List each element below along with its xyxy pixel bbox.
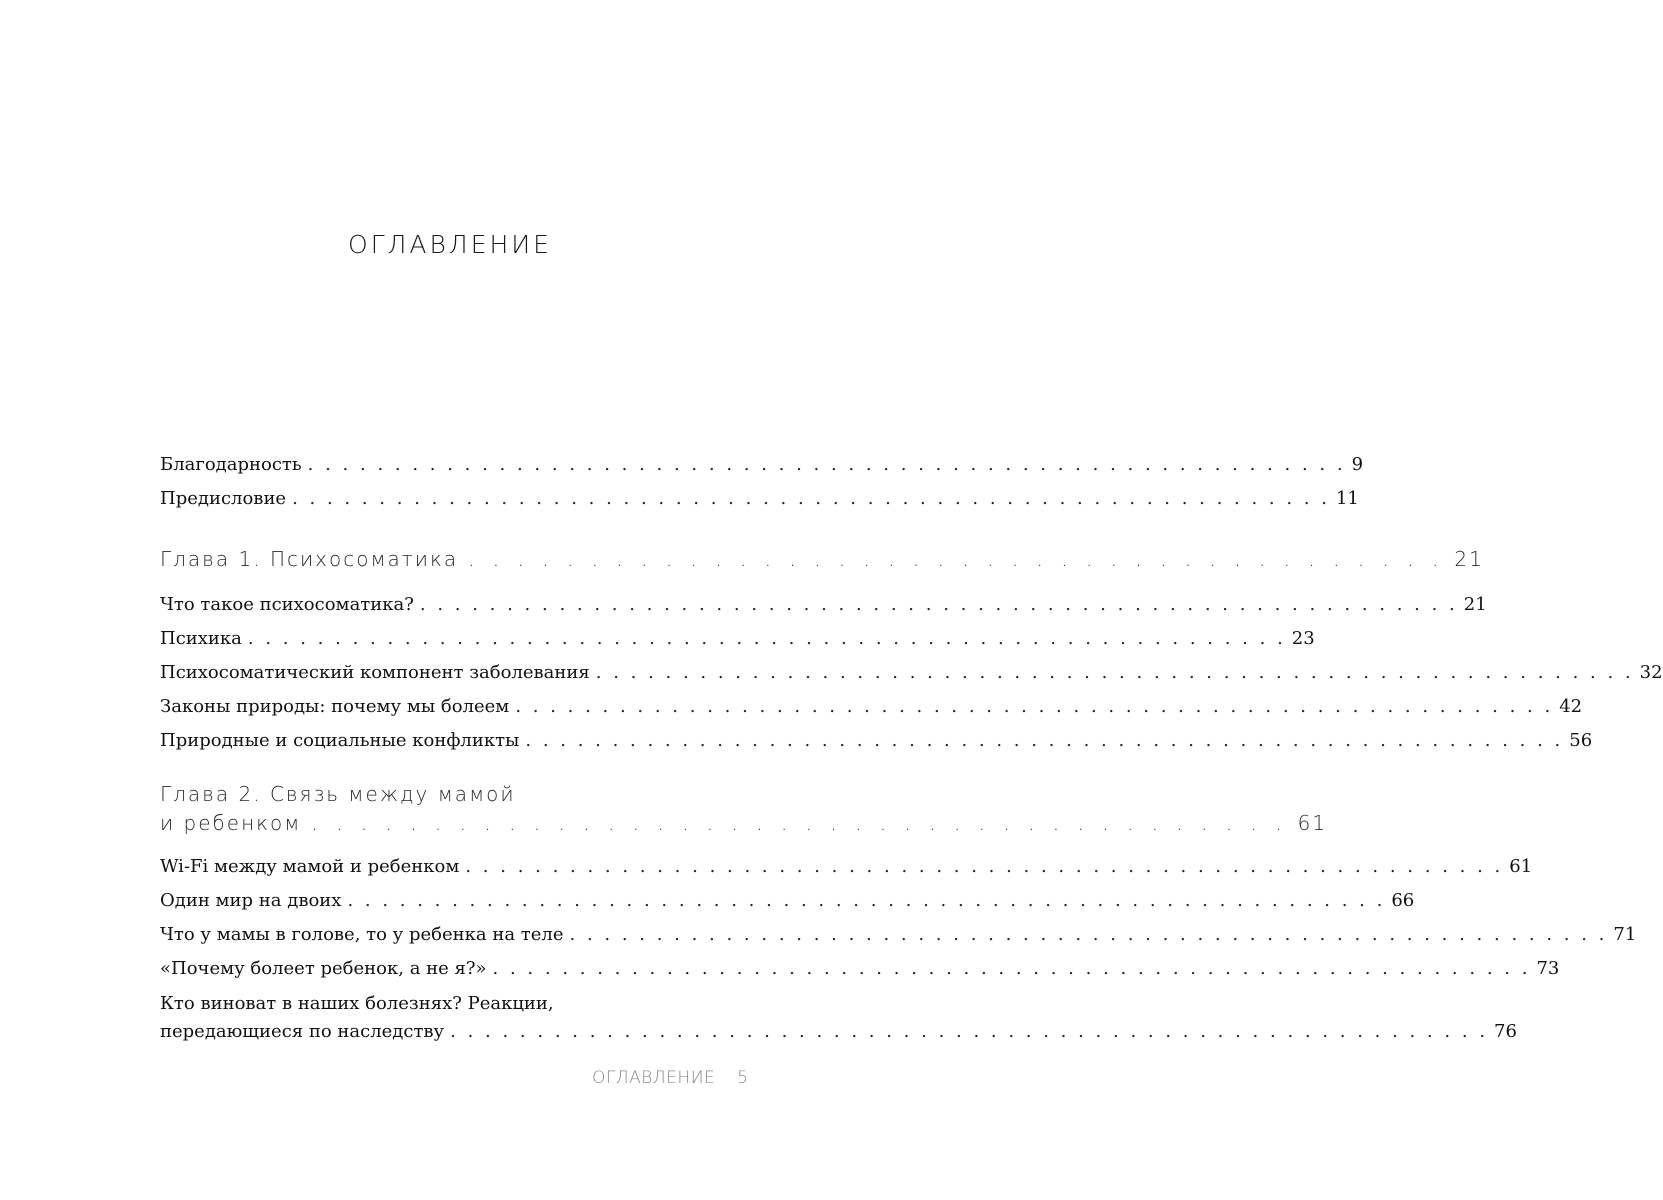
toc-entry-title: Wi-Fi между мамой и ребенком <box>160 856 460 877</box>
toc-entry <box>160 656 1663 690</box>
toc-entry-line2-row <box>160 1018 1517 1046</box>
running-title: ОГЛАВЛЕНИЕ <box>592 1068 716 1088</box>
toc-entry-page: 11 <box>1335 488 1359 509</box>
toc-entry-page: 76 <box>1494 1021 1517 1042</box>
toc-entry-title: Один мир на двоих <box>160 890 342 911</box>
toc-entry-page: 73 <box>1536 958 1560 979</box>
toc-entry <box>160 884 1415 918</box>
dot-leader: . . . . . . . . . . . . . . . . . . . . . . . . . . . . . . . . . . . . . . . . . . . . . . . . . . . . . . . . . . . . <box>492 958 1531 979</box>
toc-entry-page: 32 <box>1639 662 1663 683</box>
chapter-title-line2-row <box>160 808 1328 838</box>
dot-leader: . . . . . . . . . . . . . . . . . . . . . . . . . . . . . . . . . . . . . . . . . . . . . . . . . . . . . . . . . . . . <box>525 730 1564 751</box>
chapter-heading-1 <box>160 542 1484 576</box>
toc-entry <box>160 850 1533 884</box>
toc-entry-page: 9 <box>1351 454 1364 475</box>
toc-entry-title: Благодарность <box>160 454 302 475</box>
toc-entry-title: «Почему болеет ребенок, а не я?» <box>160 958 487 979</box>
dot-leader: . . . . . . . . . . . . . . . . . . . . . . . . . . . . . . . . . . . . . . . . . . . . . . . . . . . . . . . . . . . . <box>247 628 1286 649</box>
toc-entry-page: 23 <box>1291 628 1315 649</box>
toc-entry <box>160 724 1593 758</box>
toc-entry-page: 56 <box>1569 730 1593 751</box>
toc-entry-acknowledgements <box>160 448 1364 482</box>
toc-entry-page: 66 <box>1391 890 1415 911</box>
toc-entry-page: 21 <box>1463 594 1487 615</box>
dot-leader: . . . . . . . . . . . . . . . . . . . . . . . . . . . . . . . . . . . . . . . . . . . . . . . . . . . . . . . . . . . . <box>450 1021 1489 1042</box>
chapter-title-line1: Глава 2. Связь между мамой <box>160 782 516 806</box>
chapter-page: 61 <box>1297 811 1328 835</box>
dot-leader: . . . . . . . . . . . . . . . . . . . . . . . . . . . . . . . . . . . . . . . . . . . . . . . . . . . . . . . . . . . . <box>307 454 1346 475</box>
toc-entry-title-line1: Кто виноват в наших болезнях? Реакции, <box>160 993 554 1014</box>
toc-entry-title: Что такое психосоматика? <box>160 594 414 615</box>
toc-entry-multiline <box>160 990 1517 1046</box>
dot-leader: . . . . . . . . . . . . . . . . . . . . . . . . . . . . . . . . . . . . . . . . . . . . . . . . . . . . . . . . . . . . <box>292 488 1330 509</box>
toc-entry <box>160 588 1487 622</box>
chapter-heading-2 <box>160 780 1328 838</box>
toc-entry-title: Природные и социальные конфликты <box>160 730 520 751</box>
toc-entry-title: Психосоматический компонент заболевания <box>160 662 590 683</box>
table-of-contents <box>160 448 1663 1046</box>
dot-leader: . . . . . . . . . . . . . . . . . . . . . . . . . . . . . . . . . . . . . . . . . . . . . . . . . . . . . . . . . . . . <box>569 924 1608 945</box>
toc-entry-title: Законы природы: почему мы болеем <box>160 696 510 717</box>
toc-entry <box>160 918 1637 952</box>
toc-entry-preface <box>160 482 1359 516</box>
dot-leader: . . . . . . . . . . . . . . . . . . . . . . . . . . . . . . . . . . . . . . . . . . . . . . . . . . . . . . . . . . . . <box>419 594 1458 615</box>
toc-entry-page: 61 <box>1509 856 1533 877</box>
toc-entry <box>160 952 1560 986</box>
page-footer <box>592 1068 748 1088</box>
dot-leader: . . . . . . . . . . . . . . . . . . . . . . . . . . . . . . . . . . . . . . . . . . . . . . . . . . . . . . . . . . . . <box>595 662 1634 683</box>
toc-entry <box>160 622 1315 656</box>
toc-entry <box>160 690 1583 724</box>
dot-leader: . . . . . . . . . . . . . . . . . . . . . . . . . . . . . . . . . . . . . . . . . . . . . . . . . . . . . . . . . . . . <box>465 856 1504 877</box>
dot-leader: . . . . . . . . . . . . . . . . . . . . . . . . . . . . . . . . . . . . . . . . <box>468 547 1445 571</box>
chapter-page: 21 <box>1454 547 1484 571</box>
toc-entry-title: Предисловие <box>160 488 287 509</box>
chapter-title: Глава 1. Психосоматика <box>160 547 459 571</box>
toc-entry-title: Что у мамы в голове, то у ребенка на теле <box>160 924 564 945</box>
dot-leader: . . . . . . . . . . . . . . . . . . . . . . . . . . . . . . . . . . . . . . . . . . . . . . . . . . . . . . . . . . . . <box>515 696 1554 717</box>
dot-leader: . . . . . . . . . . . . . . . . . . . . . . . . . . . . . . . . . . . . . . . . . . . . . . . . . . . . . . . . . . . . <box>347 890 1386 911</box>
toc-entry-page: 71 <box>1613 924 1637 945</box>
toc-entry-title-line2: передающиеся по наследству <box>160 1021 445 1042</box>
toc-entry-page: 42 <box>1559 696 1583 717</box>
page-title: ОГЛАВЛЕНИЕ <box>348 230 552 259</box>
chapter-title-line2: и ребенком <box>160 811 302 835</box>
page-number: 5 <box>737 1068 749 1088</box>
dot-leader: . . . . . . . . . . . . . . . . . . . . . . . . . . . . . . . . . . . . . . . . <box>311 811 1288 835</box>
toc-entry-title: Психика <box>160 628 242 649</box>
